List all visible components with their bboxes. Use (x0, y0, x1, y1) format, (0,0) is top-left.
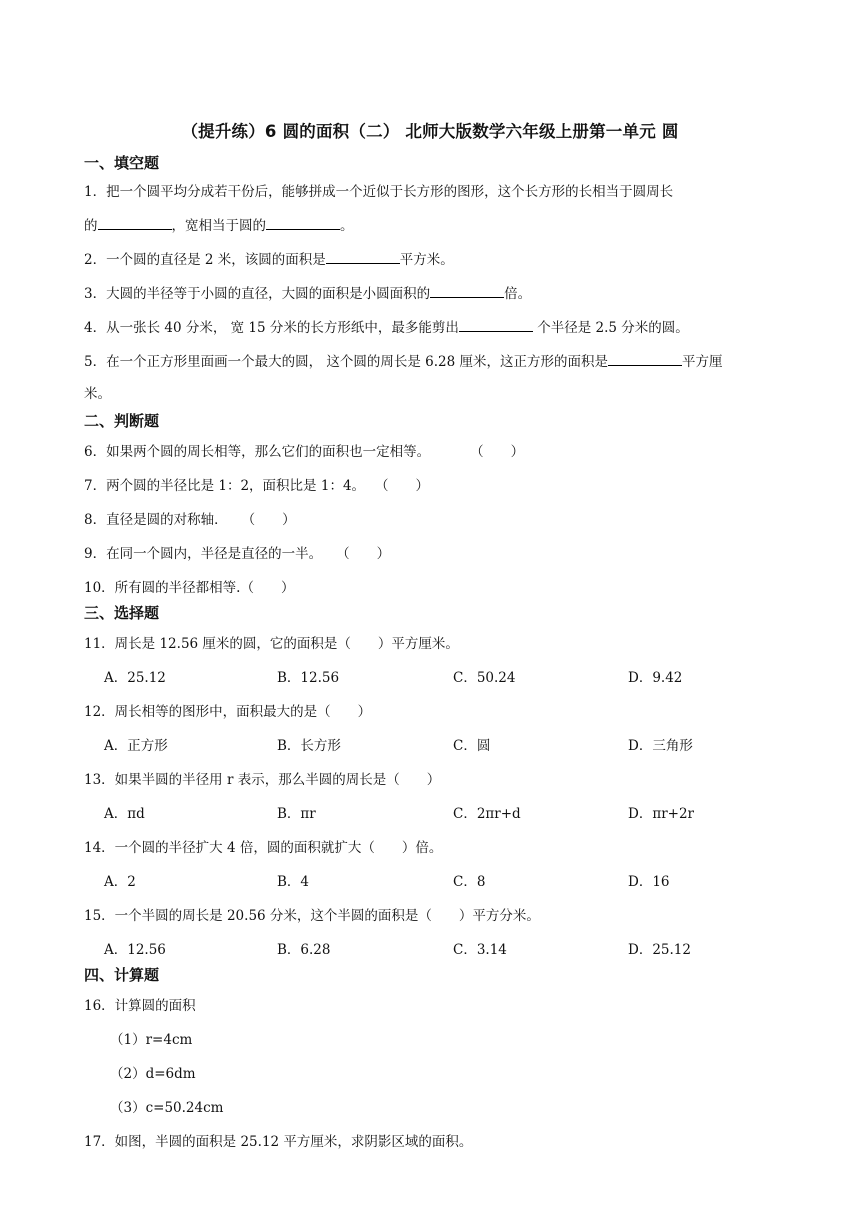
question-9-text: 9．在同一个圆内，半径是直径的一半。 (84, 546, 323, 562)
option-d[interactable]: D．πr+2r (628, 806, 695, 822)
question-11: 11．周长是 12.56 厘米的圆，它的面积是（ ）平方厘米。 (84, 636, 459, 652)
option-a[interactable]: A．2 (104, 874, 136, 890)
option-b[interactable]: B．6.28 (277, 942, 331, 958)
option-d[interactable]: D．9.42 (628, 670, 683, 686)
question-5-text-a: 5．在一个正方形里面画一个最大的圆， 这个圆的周长是 6.28 厘米，这正方形的面积是 (84, 354, 609, 370)
question-5-line-1 (84, 350, 723, 370)
section-heading-multiple-choice: 三、选择题 (84, 604, 160, 622)
option-b[interactable]: B．长方形 (277, 738, 341, 754)
question-2-text-a: 2．一个圆的直径是 2 米，该圆的面积是 (84, 252, 326, 268)
question-7 (84, 474, 429, 494)
question-3 (84, 282, 531, 302)
question-8-text: 8．直径是圆的对称轴． (84, 512, 228, 528)
answer-blank[interactable] (430, 283, 504, 298)
question-15: 15．一个半圆的周长是 20.56 分米，这个半圆的面积是（ ）平方分米。 (84, 908, 540, 924)
question-1-text-a: 的 (84, 218, 98, 234)
question-12: 12．周长相等的图形中，面积最大的是（ ） (84, 704, 372, 720)
option-a[interactable]: A．12.56 (104, 942, 166, 958)
question-6-text: 6．如果两个圆的周长相等，那么它们的面积也一定相等。 (84, 444, 431, 460)
option-a[interactable]: A．πd (104, 806, 145, 822)
option-d[interactable]: D．25.12 (628, 942, 691, 958)
question-4-text-a: 4．从一张长 40 分米， 宽 15 分米的长方形纸中，最多能剪出 (84, 320, 459, 336)
option-d[interactable]: D．16 (628, 874, 670, 890)
question-10-text: 10．所有圆的半径都相等. (84, 580, 241, 596)
question-7-text: 7．两个圆的半径比是 1：2，面积比是 1：4。 (84, 478, 366, 494)
question-5-line-2: 米。 (84, 386, 111, 402)
option-b[interactable]: B．12.56 (277, 670, 340, 686)
section-heading-true-false: 二、判断题 (84, 412, 160, 430)
option-a[interactable]: A．正方形 (104, 738, 168, 754)
question-16: 16．计算圆的面积 (84, 998, 196, 1014)
question-4-text-b: 个半径是 2.5 分米的圆。 (532, 320, 689, 336)
question-4 (84, 316, 689, 336)
question-1-line-2 (84, 214, 354, 234)
option-b[interactable]: B．4 (277, 874, 310, 890)
question-8 (84, 508, 296, 528)
question-1-text-c: 。 (340, 218, 354, 234)
answer-blank[interactable] (608, 351, 682, 366)
option-a[interactable]: A．25.12 (104, 670, 166, 686)
answer-paren[interactable]: （ ） (336, 546, 391, 562)
option-c[interactable]: C．2πr+d (453, 806, 521, 822)
option-d[interactable]: D．三角形 (628, 738, 693, 754)
question-3-text-a: 3．大圆的半径等于小圆的直径，大圆的面积是小圆面积的 (84, 286, 431, 302)
answer-paren[interactable]: （ ） (375, 478, 430, 494)
question-17: 17．如图，半圆的面积是 25.12 平方厘米，求阴影区域的面积。 (84, 1134, 473, 1150)
question-5-text-b: 平方厘 (682, 354, 723, 370)
question-13: 13．如果半圆的半径用 r 表示，那么半圆的周长是（ ） (84, 772, 441, 788)
question-16-sub-3: （3）c=50.24cm (110, 1100, 224, 1116)
question-2-text-b: 平方米。 (399, 252, 454, 268)
option-c[interactable]: C．8 (453, 874, 486, 890)
option-c[interactable]: C．圆 (453, 738, 491, 754)
question-9 (84, 542, 390, 562)
answer-blank[interactable] (98, 215, 172, 230)
option-c[interactable]: C．3.14 (453, 942, 507, 958)
question-6 (84, 440, 524, 460)
section-heading-calculation: 四、计算题 (84, 966, 160, 984)
option-b[interactable]: B．πr (277, 806, 316, 822)
answer-blank[interactable] (266, 215, 340, 230)
question-2 (84, 248, 454, 268)
question-16-sub-1: （1）r=4cm (110, 1032, 193, 1048)
answer-paren[interactable]: （ ） (470, 444, 525, 460)
answer-paren[interactable]: （ ） (240, 580, 295, 596)
question-1-text-b: ，宽相当于圆的 (171, 218, 266, 234)
answer-blank[interactable] (326, 249, 400, 264)
answer-paren[interactable]: （ ） (241, 512, 296, 528)
question-3-text-b: 倍。 (504, 286, 532, 302)
question-16-sub-2: （2）d=6dm (110, 1066, 196, 1082)
question-10 (84, 576, 294, 596)
question-14: 14．一个圆的半径扩大 4 倍，圆的面积就扩大（ ）倍。 (84, 840, 443, 856)
answer-blank[interactable] (459, 317, 533, 332)
question-1-line-1: 1．把一个圆平均分成若干份后，能够拼成一个近似于长方形的图形，这个长方形的长相当于圆周长 (84, 184, 674, 200)
page-title: （提升练）6 圆的面积（二） 北师大版数学六年级上册第一单元 圆 (181, 122, 679, 141)
option-c[interactable]: C．50.24 (453, 670, 516, 686)
section-heading-fill-blank: 一、填空题 (84, 154, 160, 172)
